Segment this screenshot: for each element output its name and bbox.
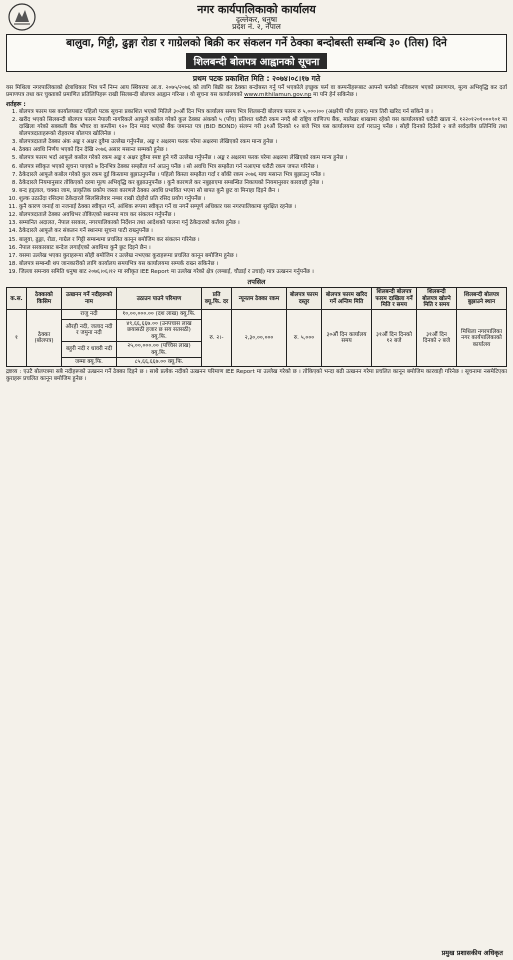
table-cell: २,३०,००,०००: [232, 310, 287, 367]
footnote: द्रष्टव्य : एउटै बोलपत्रमा सबै नदीहरूको उत्खनन गर्ने ठेक्का दिइने छ । साथै प्रत्येक नदीको उत्खनन परिमाण IEE Report मा उल्लेख गरेको छ । तोकिएको भन्दा बढी उत्खनन गरेमा प्रचलित कानून बमोजिम कारवाही गरिनेछ । सूचनामा नसमेटिएका कुराहरू प्रचलित कानून बमोजिम हुनेछ ।: [6, 369, 507, 383]
table-cell: ३०औं दिन कार्यालय समय: [322, 310, 372, 367]
condition-item: 18. बोलपत्र सम्बन्धी थप जानकारीको लागि कार्यालय समयभित्र यस कार्यालयमा सम्पर्क राख्न सकिनेछ ।: [19, 261, 507, 268]
notice-title-box: [6, 34, 507, 72]
condition-item: 13. सम्मानित अदालत, नेपाल सरकार, नगरपालिकाको निर्देशन तथा आदेशको पालना गर्नु ठेकेदारको कर्तव्य हुनेछ ।: [19, 220, 507, 227]
condition-item: 9. बन्द हड्ताल, चक्का जाम, प्राकृतिक प्रकोप जस्ता कारणले ठेक्का अवधि प्रभावित भएमा सो बापत कुनै छुट वा मिनाहा दिइने छैन ।: [19, 188, 507, 195]
table-cell: १: [7, 310, 27, 367]
column-header: क.स.: [7, 288, 27, 310]
condition-item: 6. बोलपत्र स्वीकृत भएको सूचना पाएको ७ दिनभित्र ठेक्का सम्झौता गर्न आउनु पर्नेछ । सो अवधि भित्र सम्झौता गर्न नआएमा धरौटी रकम जफत गरिनेछ ।: [19, 164, 507, 171]
table-cell: औरही नदी, जलाद नदी र जमुना नदी: [62, 319, 117, 341]
condition-item: 19. जिल्ला समन्वय समिति धनुषा बाट २०७६।०६।१२ मा स्वीकृत IEE Report मा उल्लेख गरेको क्षेत्र (लम्बाई, चौडाई र उचाई) मात्र उत्खनन गर्नुपर्नेछ ।: [19, 269, 507, 276]
column-header: न्यूनतम ठेक्का रकम: [232, 288, 287, 310]
table-cell: ३१औं दिन दिनको २ बजे: [417, 310, 457, 367]
nepal-emblem-icon: [8, 2, 36, 32]
table-cell: २५,००,०००.०० (पच्चिस लाख) क्यू.फि.: [117, 342, 202, 358]
table-cell: राजु नदी: [62, 310, 117, 319]
office-header: [6, 4, 507, 31]
column-header: प्रति क्यू.फि. दर: [202, 288, 232, 310]
condition-item: 14. ठेकेदारले आफूले कर संकलन गर्ने स्थानमा सूचना पाटी राख्नुपर्नेछ ।: [19, 228, 507, 235]
intro-tail: मा पनि हेर्न सकिनेछ ।: [313, 92, 358, 99]
office-location: दल्लेकर, धनुषा: [235, 14, 278, 24]
website-link[interactable]: www.mithilamun.gov.np: [244, 92, 312, 99]
schedule-table: [6, 287, 507, 367]
condition-item: 1. बोलपत्र फारम यस कार्यालयबाट पहिलो पटक सूचना प्रकाशित भएको मितिले ३०औं दिन भित्र कार्यालय समय भित्र शिलबन्दी बोलपत्र फारम रु ५,०००।०० (अक्षरेपी पाँच हजार) मात्र तिरी खरिद गर्न सकिने छ ।: [19, 109, 507, 116]
condition-item: 15. बालुवा, ढुङ्गा, रोडा, गाग्रेल र गिट्टी सम्बन्धमा प्रचलित कानून बमोजिम कर संकलन गरिनेछ ।: [19, 237, 507, 244]
notice-subtitle: शिलबन्दी बोलपत्र आह्वानको सूचना: [186, 53, 328, 69]
table-cell: ८५,६६,६६७.०० क्यू.फि.: [117, 357, 202, 366]
table-cell: रु. ५,०००: [287, 310, 322, 367]
table-cell: १०,००,०००.०० (दश लाख) क्यू.फि.: [117, 310, 202, 319]
column-header: बोलपत्र फारम खरिद गर्ने अन्तिम मिति: [322, 288, 372, 310]
condition-item: 12. बोलपत्रदाताले ठेक्का अवधिभर तोकिएको स्थानमा मात्र कर संकलन गर्नुपर्नेछ ।: [19, 212, 507, 219]
table-cell: ४९,६६,६६७.०० (उनपचास लाख छयासठी हजार छ सय सतसठी) क्यू.फि.: [117, 319, 202, 341]
notice-title: बालुवा, गिट्टी, ढुङ्गा रोडा र गाग्रेलको बिक्री कर संकलन गर्ने ठेक्का बन्दोबस्ती सम्बन्धि ३० (तिस) दिने: [66, 37, 447, 50]
column-header: शिलबन्दी बोलपत्र खोल्ने मिति र समय: [417, 288, 457, 310]
table-cell: जम्मा क्यू.फि.: [62, 357, 117, 366]
office-name: नगर कार्यपालिकाको कार्यालय: [197, 3, 316, 16]
publication-date: प्रथम पटक प्रकाशित मिति : २०७४।०८।१७ गते: [192, 73, 321, 83]
condition-item: 16. नेपाल सरकारबाट बन्देज लगाईएको अवधिमा कुनै छुट दिइने छैन ।: [19, 245, 507, 252]
condition-item: 5. बोलपत्र फारम भर्दा आफूले कबोल गरेको रकम अङ्क र अक्षर दुवैमा स्पष्ट हुने गरी उल्लेख गर्नुपर्नेछ । अङ्क र अक्षरमा फरक परेमा अक्षरमा लेखिएको रकम मान्य हुनेछ ।: [19, 155, 507, 162]
table-cell: मिथिला नगरपालिका नगर कार्यपालिकाको कार्यालय: [457, 310, 507, 367]
condition-item: 2. खरीद भएको सिलबन्दी बोलपत्र फारम नेपाली नागरिकले आफूले कबोल गरेको कुल ठेक्का अंकको ५ (पाँच) प्रतिशत धरौटी रकम नगदै श्री राष्ट्रिय वाणिज्य बैंक, मालेखर शाखामा रहेको यस कार्यालयको धरौटी खाता नं. १२२०१२०१०००९०१ मा दाखिला गरेको सक्कली बैंक भौचर वा कम्तीमा १२० दिन म्याद भएको बैंक जमानत पत्र (BID BOND) संलग्न गरी ३१औं दिनको १२ बजे भित्र यस कार्यालयमा दर्ता गराउनु पर्नेछ । सोही दिनको दिउँसो २ बजे सर्वदलीय प्रतिनिधि तथा बोलपत्रदाताहरूको रोहवरमा बोलपत्र खोलिनेछ ।: [19, 117, 507, 138]
office-province: प्रदेश नं. २, नेपाल: [232, 22, 281, 32]
condition-item: 11. कुनै कारण जनाई वा नजनाई ठेक्का स्वीकृत गर्ने, आंशिक रूपमा स्वीकृत गर्ने वा नगर्ने सम्पूर्ण अधिकार यस नगरपालिकामा सुरक्षित रहनेछ ।: [19, 204, 507, 211]
column-header: उठाउन पाउने परिमाण: [117, 288, 202, 310]
intro-text: यस मिथिला नगरपालिकाको क्षेत्राधिकार भित्र पर्ने निम्न आय स्थियरमा आ.व. २०७५/२०७६ को लागि बिक्री कर ठेक्का बन्दोबस्त गर्नु पर्ने भएकोले इच्छुक फर्म वा कम्पनीहरूबाट आफ्नो फर्मको नविकरण भएको प्रमाणपत्र, मूल्य अभिवृद्धि कर दर्ता प्रमाणपत्र तथा कर चुक्ताको प्रमाणित प्रतिलिपिहरू राखी सिलबन्दी बोलपत्र आह्वान गरिन्छ । यो सूचना यस कार्यालयको: [6, 84, 507, 99]
condition-item: 17. यसमा उल्लेख भएका कुराहरूमा सोही बमोजिम र उल्लेख नभएका कुराहरूमा प्रचलित कानून बमोजिम हुनेछ ।: [19, 253, 507, 260]
table-cell: रु. २।-: [202, 310, 232, 367]
conditions-heading: शर्तहरू :: [6, 101, 26, 109]
condition-item: 8. ठेकेदारले नियमानुसार तोकिएको दरमा मूल्य अभिवृद्धि कर बुझाउनुपर्नेछ । कुनै कारणले कर नबुझाएमा सम्बन्धित निकायको नियमानुसार कारवाही हुनेछ ।: [19, 180, 507, 187]
condition-item: 4. ठेक्का अवधि निर्णय भएको दिन देखि २०७६ असार मसान्त सम्मको हुनेछ ।: [19, 147, 507, 154]
table-cell: ठेक्का (बोलपत्र): [27, 310, 62, 367]
conditions-list: [6, 109, 507, 276]
column-header: शिलबन्दी बोलपत्र फारम दाखिला गर्ने मिति र समय: [372, 288, 417, 310]
condition-item: 10. शुल्क उठाउँदा रसिदमा ठेकेदारले सिलसिलेवार नम्बर राखी दोहोरो प्रति रसिद प्रयोग गर्नुपर्नेछ ।: [19, 196, 507, 203]
signatory: प्रमुख प्रशासकीय अधिकृत: [441, 949, 503, 957]
table-row: [7, 310, 507, 319]
condition-item: 7. ठेकेदारले आफूले कबोल गरेको कुल रकम दुई किस्तामा बुझाउनुपर्नेछ । पहिलो किस्ता सम्झौता गर्दा र बाँकी रकम २०७६ माघ मसान्त भित्र बुझाउनु पर्नेछ ।: [19, 172, 507, 179]
column-header: ठेक्काको किसिम: [27, 288, 62, 310]
schedule-caption: तपसिल: [247, 278, 266, 287]
condition-item: 3. बोलपत्रदाताले ठेक्का अंक अङ्क र अक्षर दुवैमा उल्लेख गर्नुपर्नेछ, अङ्क र अक्षरमा फरक परेमा अक्षरमा लेखिएको रकम मान्य हुनेछ ।: [19, 139, 507, 146]
column-header: शिलबन्दी बोलपत्र बुझाउने स्थान: [457, 288, 507, 310]
column-header: उत्खनन गर्ने नदीहरूको नाम: [62, 288, 117, 310]
table-cell: ३१औं दिन दिनको १२ बजे: [372, 310, 417, 367]
table-header-row: [7, 288, 507, 310]
intro-paragraph: [6, 85, 507, 99]
column-header: बोलपत्र फारम दस्तुर: [287, 288, 322, 310]
table-cell: बहुरी नदी र धावरी नदी: [62, 342, 117, 358]
